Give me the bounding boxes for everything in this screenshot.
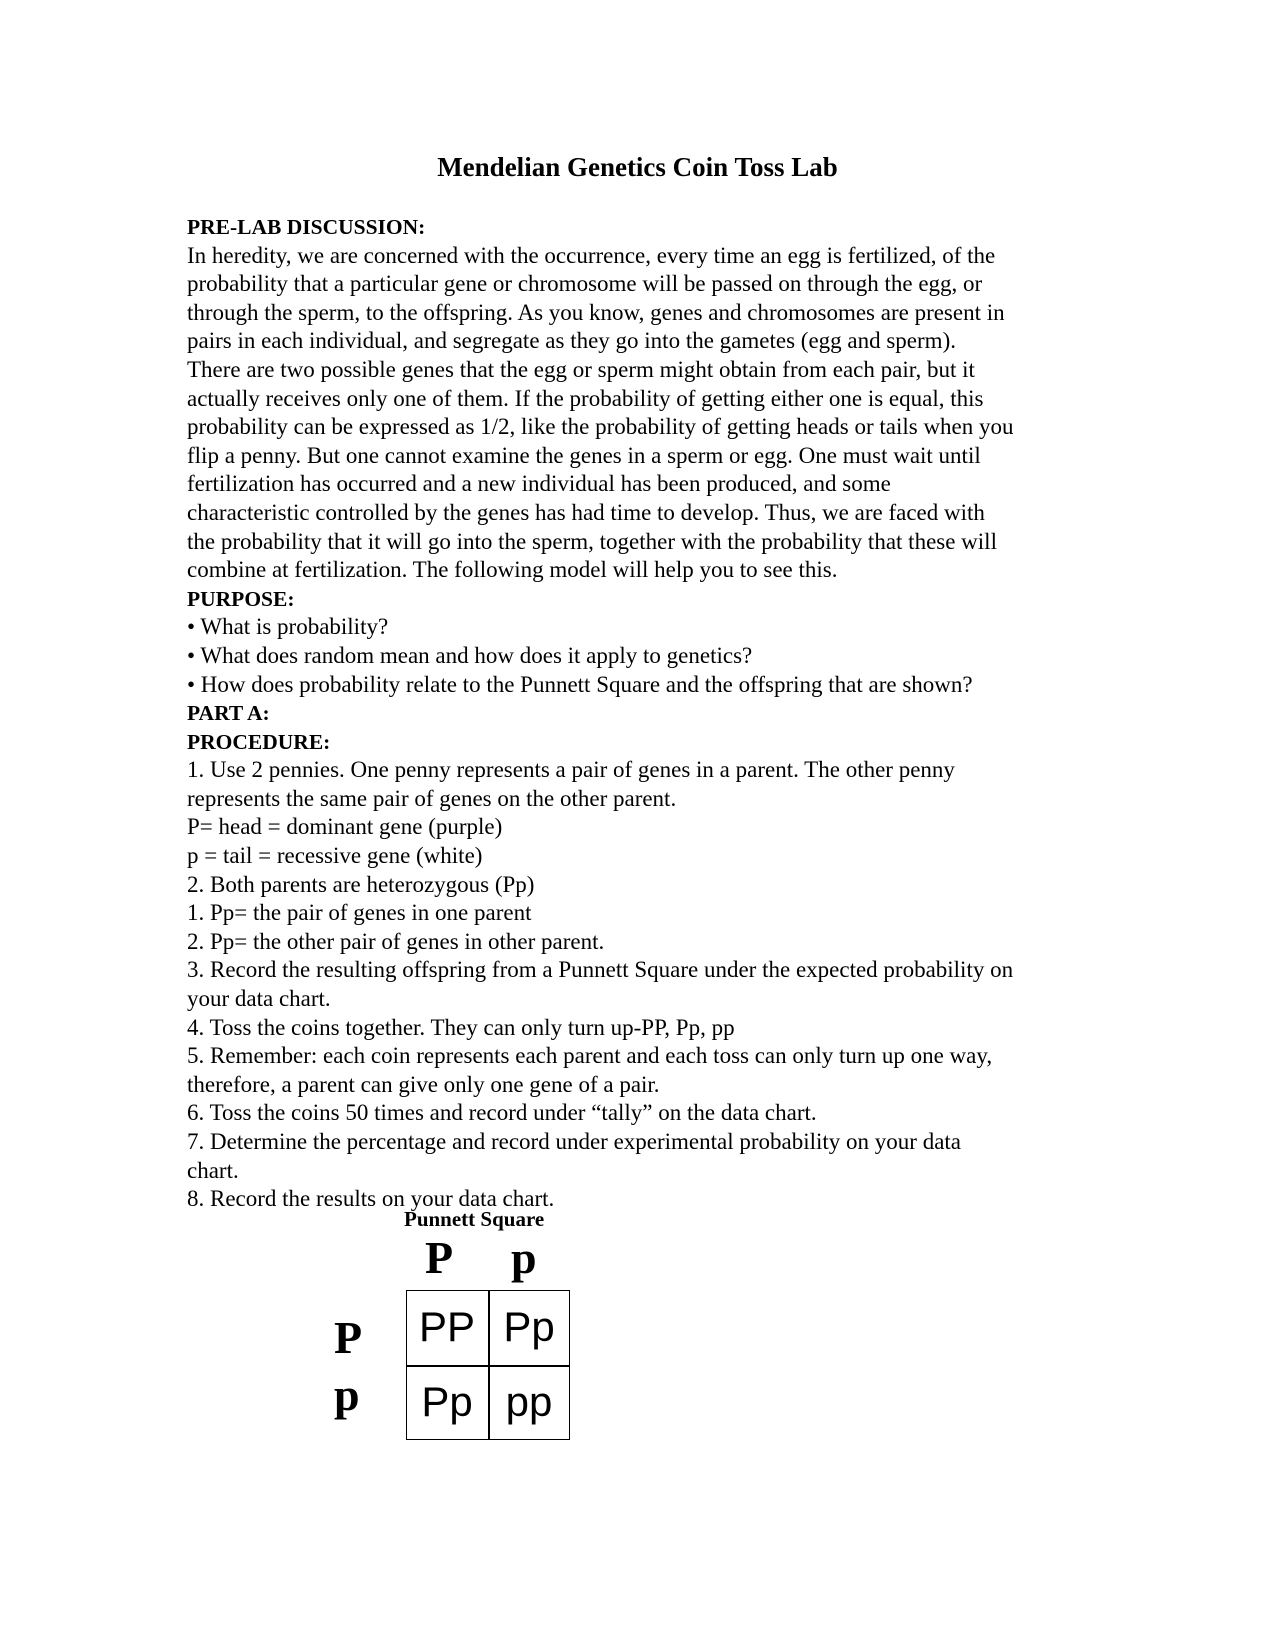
procedure-line: represents the same pair of genes on the other parent. (187, 785, 677, 811)
document-title: Mendelian Genetics Coin Toss Lab (437, 152, 838, 182)
punnett-col-header: p (511, 1232, 537, 1283)
prelab-line: through the sperm, to the offspring. As you know, genes and chromosomes are present in (187, 299, 1005, 325)
procedure-line: 2. Pp= the other pair of genes in other parent. (187, 928, 605, 954)
procedure-heading: PROCEDURE: (187, 729, 331, 754)
prelab-line: There are two possible genes that the egg or sperm might obtain from each pair, but it (187, 356, 975, 382)
purpose-heading: PURPOSE: (187, 586, 295, 611)
punnett-grid-divider (407, 1365, 569, 1367)
punnett-grid (406, 1290, 570, 1440)
purpose-item: • What is probability? (187, 614, 389, 640)
prelab-paragraph (187, 242, 1087, 585)
prelab-line: the probability that it will go into the sperm, together with the probability that these will (187, 528, 997, 554)
punnett-cell: pp (505, 1378, 553, 1425)
prelab-line: In heredity, we are concerned with the occurrence, every time an egg is fertilized, of the (187, 242, 996, 268)
document-body (187, 213, 1087, 1214)
procedure-line: 1. Use 2 pennies. One penny represents a pair of genes in a parent. The other penny (187, 757, 955, 783)
punnett-col-header: P (425, 1232, 454, 1283)
prelab-line: probability can be expressed as 1/2, like the probability of getting heads or tails when you (187, 414, 1014, 440)
prelab-line: flip a penny. But one cannot examine the genes in a sperm or egg. One must wait until (187, 442, 981, 468)
prelab-line: characteristic controlled by the genes has had time to develop. Thus, we are faced with (187, 499, 985, 525)
procedure-steps (187, 756, 1087, 1214)
prelab-line: actually receives only one of them. If the probability of getting either one is equal, this (187, 385, 984, 411)
procedure-line: 4. Toss the coins together. They can only turn up-PP, Pp, pp (187, 1014, 735, 1040)
prelab-line: pairs in each individual, and segregate as they go into the gametes (egg and sperm). (187, 328, 956, 354)
procedure-line: 7. Determine the percentage and record under experimental probability on your data (187, 1129, 962, 1154)
punnett-square-title: Punnett Square (404, 1207, 545, 1231)
purpose-list (187, 613, 1087, 699)
procedure-line: 2. Both parents are heterozygous (Pp) (187, 871, 535, 897)
punnett-cell: Pp (503, 1303, 555, 1350)
procedure-line: 5. Remember: each coin represents each parent and each toss can only turn up one way, (187, 1043, 993, 1069)
procedure-line: 3. Record the resulting offspring from a Punnett Square under the expected probability on (187, 957, 1014, 983)
punnett-cell: PP (418, 1303, 476, 1350)
part-a-heading: PART A: (187, 701, 270, 726)
prelab-line: fertilization has occurred and a new individual has been produced, and some (187, 471, 891, 497)
prelab-heading: PRE-LAB DISCUSSION: (187, 215, 426, 239)
procedure-line: therefore, a parent can give only one gene of a pair. (187, 1071, 660, 1097)
punnett-row-header: p (334, 1369, 360, 1420)
purpose-item: • How does probability relate to the Punnett Square and the offspring that are shown? (187, 671, 973, 697)
procedure-line: 8. Record the results on your data chart. (187, 1186, 555, 1212)
procedure-line: p = tail = recessive gene (white) (187, 843, 483, 869)
procedure-line: 1. Pp= the pair of genes in one parent (187, 900, 532, 926)
punnett-row-header: P (334, 1312, 363, 1363)
procedure-line: your data chart. (187, 986, 331, 1012)
purpose-item: • What does random mean and how does it apply to genetics? (187, 642, 753, 668)
prelab-line: probability that a particular gene or chromosome will be passed on through the egg, or (187, 271, 983, 297)
prelab-line: combine at fertilization. The following model will help you to see this. (187, 557, 838, 583)
punnett-cell: Pp (421, 1378, 473, 1425)
procedure-line: P= head = dominant gene (purple) (187, 814, 503, 840)
procedure-line: chart. (187, 1157, 239, 1183)
procedure-line: 6. Toss the coins 50 times and record under “tally” on the data chart. (187, 1100, 817, 1126)
